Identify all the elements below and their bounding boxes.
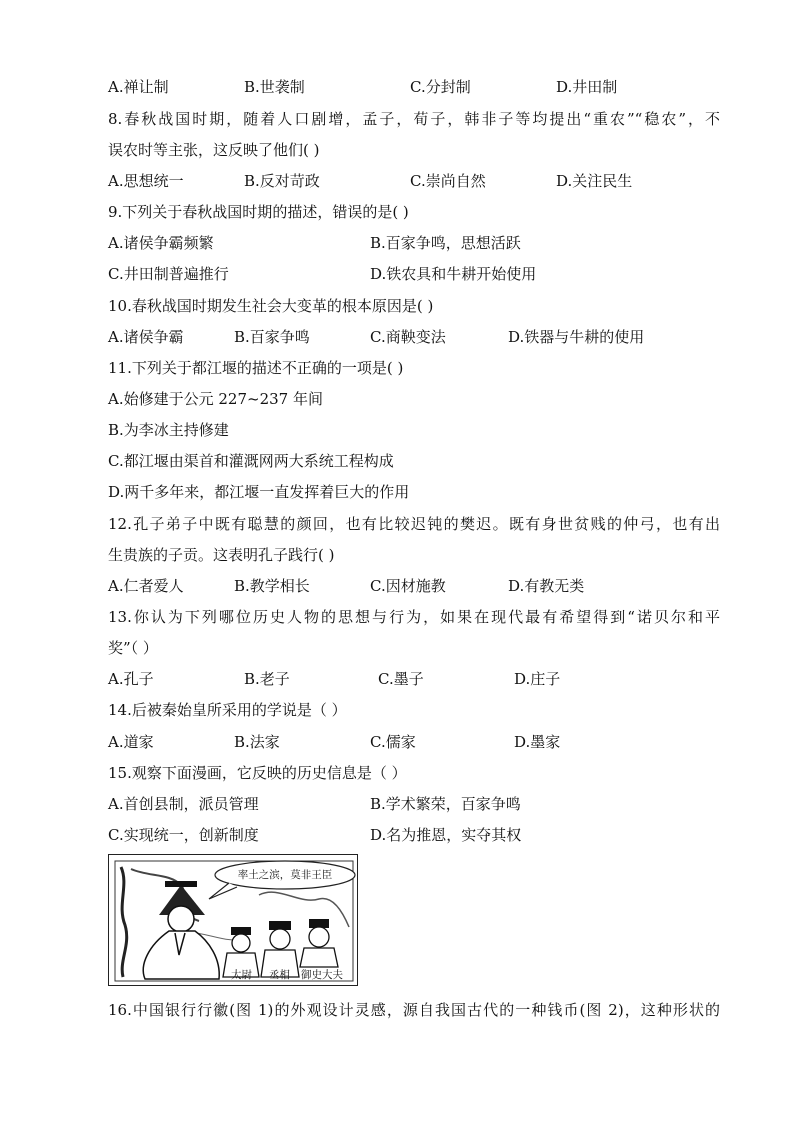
cartoon-speech-bubble: 率土之滨，莫非王臣 (237, 869, 333, 881)
q13-option-c: C.墨子 (378, 670, 424, 688)
q7-option-b: B.世袭制 (244, 78, 305, 96)
q13-option-a: A.孔子 (108, 670, 154, 688)
q11-option-d: D.两千多年来，都江堰一直发挥着巨大的作用 (108, 483, 410, 501)
q14-option-b: B.法家 (234, 733, 280, 751)
q13-option-d: D.庄子 (514, 670, 561, 688)
q9-option-c: C.井田制普遍推行 (108, 265, 229, 283)
q14-option-d: D.墨家 (514, 733, 561, 751)
q12-option-c: C.因材施教 (370, 577, 446, 595)
q12-stem-line2: 生贵族的子贡。这表明孔子践行( ) (108, 546, 335, 564)
q8-option-a: A.思想统一 (108, 172, 184, 190)
q8-option-d: D.关注民生 (556, 172, 633, 190)
q12-option-b: B.教学相长 (234, 577, 310, 595)
q13-stem-line2: 奖”（ ） (108, 639, 158, 657)
cartoon-label-yushidafu: 御史大夫 (301, 969, 343, 981)
q13-stem-line1: 13.你认为下列哪位历史人物的思想与行为，如果在现代最有希望得到“诺贝尔和平 (108, 608, 720, 626)
q10-stem: 10.春秋战国时期发生社会大变革的根本原因是( ) (108, 297, 434, 315)
q9-option-b: B.百家争鸣，思想活跃 (370, 234, 521, 252)
q11-stem: 11.下列关于都江堰的描述不正确的一项是( ) (108, 359, 404, 377)
q9-option-d: D.铁农具和牛耕开始使用 (370, 265, 537, 283)
q8-stem-line1: 8.春秋战国时期，随着人口剧增，孟子，荀子，韩非子等均提出“重农”“稳农”，不 (108, 110, 720, 128)
q8-option-c: C.崇尚自然 (410, 172, 486, 190)
q15-stem: 15.观察下面漫画，它反映的历史信息是（ ） (108, 764, 407, 782)
q7-option-a: A.禅让制 (108, 78, 169, 96)
q8-option-b: B.反对苛政 (244, 172, 320, 190)
q10-option-d: D.铁器与牛耕的使用 (508, 328, 645, 346)
q9-option-a: A.诸侯争霸频繁 (108, 234, 214, 252)
q11-option-b: B.为李冰主持修建 (108, 421, 229, 439)
q8-stem-line2: 误农时等主张，这反映了他们( ) (108, 141, 320, 159)
q11-option-c: C.都江堰由渠首和灌溉网两大系统工程构成 (108, 452, 394, 470)
q15-option-a: A.首创县制，派员管理 (108, 795, 259, 813)
q10-option-b: B.百家争鸣 (234, 328, 310, 346)
q14-option-a: A.道家 (108, 733, 154, 751)
q13-option-b: B.老子 (244, 670, 290, 688)
q16-stem-line1: 16.中国银行行徽(图 1)的外观设计灵感，源自我国古代的一种钱币(图 2)，这种形状的 (108, 1001, 720, 1019)
cartoon-label-taiwei: 太尉 (231, 969, 252, 981)
cartoon-label-chengxiang: 丞相 (269, 969, 290, 981)
q7-option-c: C.分封制 (410, 78, 471, 96)
q9-stem: 9.下列关于春秋战国时期的描述，错误的是( ) (108, 203, 409, 221)
q12-option-a: A.仁者爱人 (108, 577, 184, 595)
q15-option-c: C.实现统一，创新制度 (108, 826, 259, 844)
q10-option-a: A.诸侯争霸 (108, 328, 184, 346)
history-cartoon (108, 854, 358, 986)
q12-option-d: D.有教无类 (508, 577, 585, 595)
q14-stem: 14.后被秦始皇所采用的学说是（ ） (108, 701, 347, 719)
q15-option-d: D.名为推恩，实夺其权 (370, 826, 522, 844)
q12-stem-line1: 12.孔子弟子中既有聪慧的颜回，也有比较迟钝的樊迟。既有身世贫贱的仲弓，也有出 (108, 515, 720, 533)
q10-option-c: C.商鞅变法 (370, 328, 446, 346)
q14-option-c: C.儒家 (370, 733, 416, 751)
q7-option-d: D.井田制 (556, 78, 618, 96)
q11-option-a: A.始修建于公元 227~237 年间 (108, 390, 323, 408)
q15-option-b: B.学术繁荣，百家争鸣 (370, 795, 521, 813)
